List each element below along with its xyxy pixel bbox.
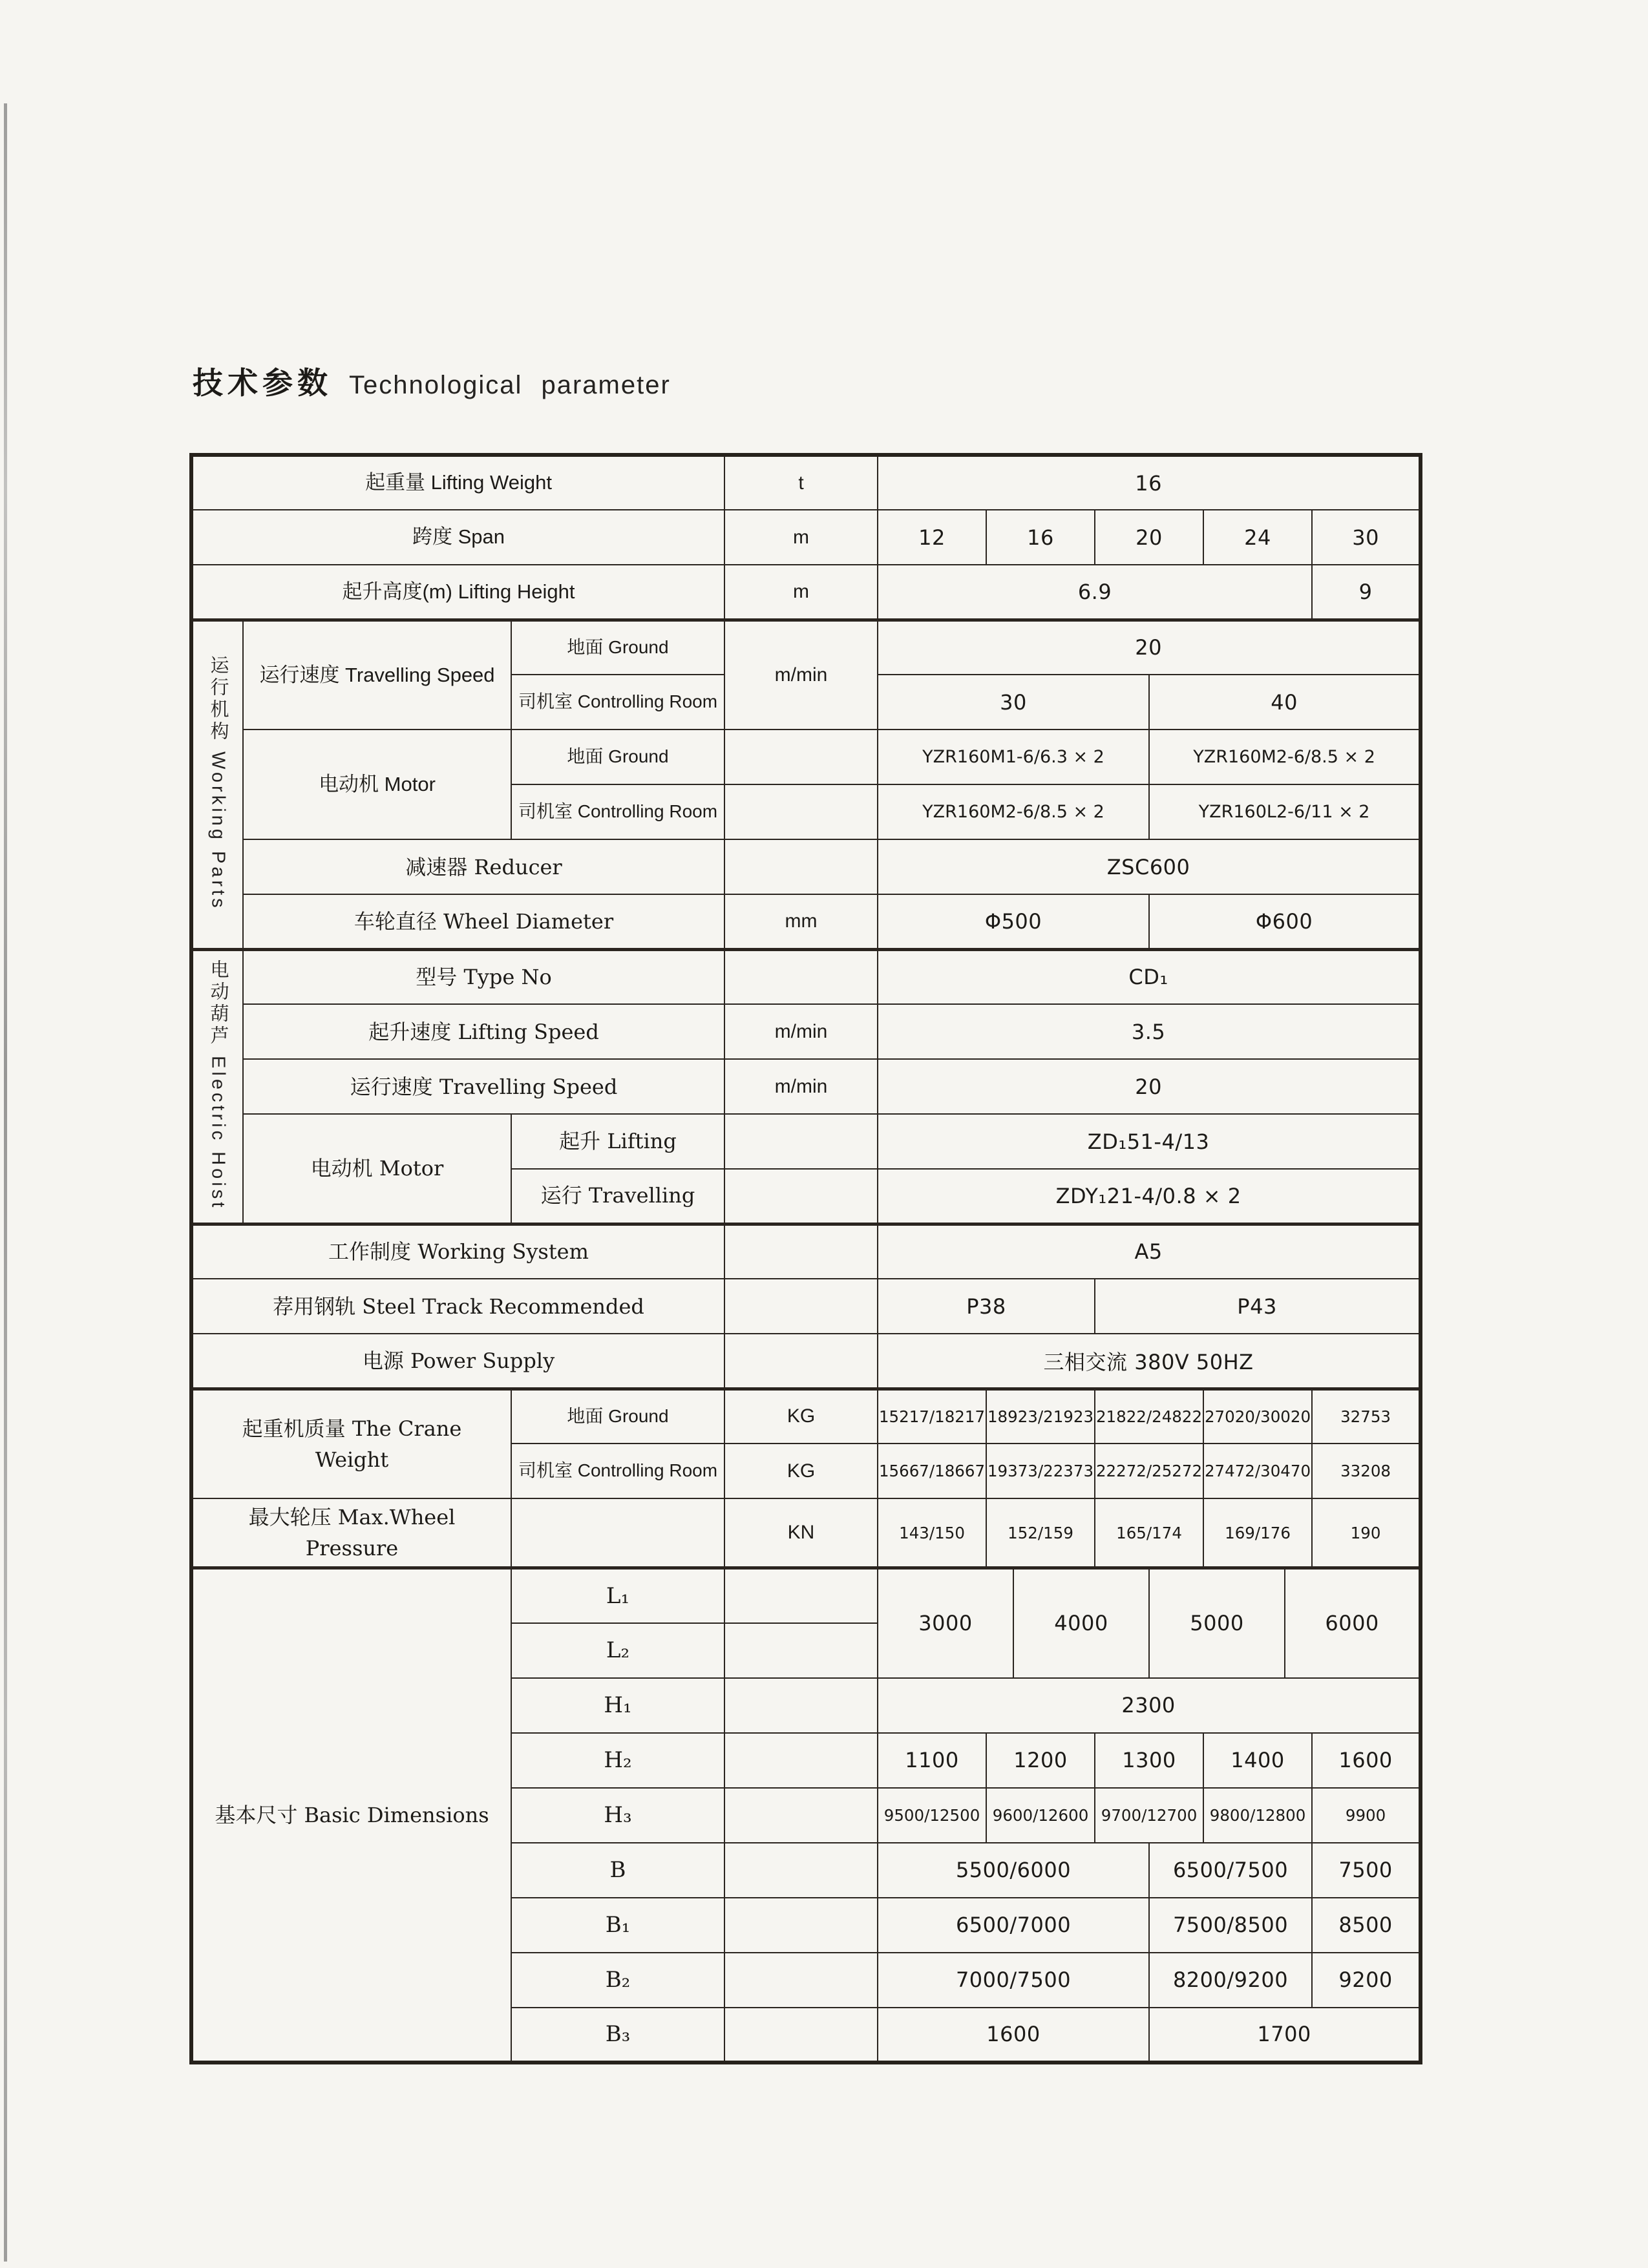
table-row [191,1568,1421,1623]
unit-cell [724,949,878,1004]
unit-cell [724,1224,878,1279]
table-row [191,1389,1421,1444]
section-header-cell-text: 运行机构 Working Parts [207,655,229,911]
value-cell: 6.9 [878,565,1312,620]
table-row [191,510,1421,565]
unit-cell [724,1953,878,2008]
value-cell: CD₁ [878,949,1421,1004]
value-cell: ZDY₁21-4/0.8 × 2 [878,1169,1421,1224]
row-sublabel-cell: B₁ [511,1898,724,1953]
value-cell: 18923/21923 [986,1389,1095,1444]
value-cell: 2300 [878,1678,1421,1733]
row-label-cell: 车轮直径 Wheel Diameter [243,894,724,949]
value-cell: Φ500 [878,894,1149,949]
row-sublabel-cell: L₁ [511,1568,724,1623]
value-cell: ZD₁51-4/13 [878,1114,1421,1169]
row-label-cell: 起升高度(m) Lifting Height [191,565,724,620]
row-sublabel-cell: B₂ [511,1953,724,2008]
value-cell: 27020/30020 [1203,1389,1312,1444]
row-label-cell: 起升速度 Lifting Speed [243,1004,724,1059]
table-row [191,620,1421,675]
table-row [191,1334,1421,1389]
value-cell: A5 [878,1224,1421,1279]
row-label-cell: 减速器 Reducer [243,839,724,894]
value-cell: 1600 [878,2008,1149,2063]
value-cell: 6500/7500 [1149,1843,1312,1898]
row-label-cell: 最大轮压 Max.Wheel Pressure [191,1498,511,1568]
row-sublabel-cell: 地面 Ground [511,1389,724,1444]
table-row [191,730,1421,784]
value-cell: 40 [1149,675,1421,730]
value-cell: YZR160L2-6/11 × 2 [1149,784,1421,839]
table-row [191,894,1421,949]
table-row [191,1059,1421,1114]
unit-cell [724,1898,878,1953]
unit-cell [724,1568,878,1623]
row-label-cell: 电动机 Motor [243,730,511,839]
row-label-cell: 荐用钢轨 Steel Track Recommended [191,1279,724,1334]
table-row [191,565,1421,620]
value-cell: YZR160M2-6/8.5 × 2 [878,784,1149,839]
row-sublabel-cell: 运行 Travelling [511,1169,724,1224]
value-cell: 165/174 [1095,1498,1203,1568]
unit-cell [724,1279,878,1334]
unit-cell: KG [724,1444,878,1498]
value-cell: 5000 [1149,1568,1285,1678]
value-cell: 9 [1312,565,1421,620]
row-label-cell: 起重量 Lifting Weight [191,455,724,510]
value-cell: 1600 [1312,1733,1421,1788]
value-cell: 169/176 [1203,1498,1312,1568]
value-cell: 20 [878,1059,1421,1114]
row-label-cell: 电源 Power Supply [191,1334,724,1389]
row-sublabel-cell: 司机室 Controlling Room [511,1444,724,1498]
value-cell: 1200 [986,1733,1095,1788]
unit-cell [724,1334,878,1389]
value-cell: 3.5 [878,1004,1421,1059]
value-cell: Φ600 [1149,894,1421,949]
value-cell: 143/150 [878,1498,986,1568]
value-cell: 3000 [878,1568,1013,1678]
unit-cell: m/min [724,620,878,730]
row-sublabel-cell: B₃ [511,2008,724,2063]
value-cell: 32753 [1312,1389,1421,1444]
unit-cell [724,730,878,784]
unit-cell [724,1788,878,1843]
value-cell: 16 [878,455,1421,510]
row-label-cell: 跨度 Span [191,510,724,565]
unit-cell: KG [724,1389,878,1444]
value-cell: 12 [878,510,986,565]
unit-cell [724,1114,878,1169]
value-cell: 6000 [1285,1568,1421,1678]
table-row [191,1114,1421,1169]
row-sublabel-cell [511,1498,724,1568]
value-cell: 1300 [1095,1733,1203,1788]
row-sublabel-cell: 地面 Ground [511,730,724,784]
table-row [191,1004,1421,1059]
section-header-cell [191,620,243,949]
value-cell: 190 [1312,1498,1421,1568]
scan-edge-artifact [4,103,7,2262]
value-cell: 9800/12800 [1203,1788,1312,1843]
row-sublabel-cell: B [511,1843,724,1898]
row-label-cell: 起重机质量 The Crane Weight [191,1389,511,1498]
value-cell: 21822/24822 [1095,1389,1203,1444]
value-cell: 1400 [1203,1733,1312,1788]
row-sublabel-cell: 地面 Ground [511,620,724,675]
unit-cell [724,1169,878,1224]
unit-cell: mm [724,894,878,949]
row-label-cell: 电动机 Motor [243,1114,511,1224]
row-sublabel-cell: H₁ [511,1678,724,1733]
value-cell: YZR160M1-6/6.3 × 2 [878,730,1149,784]
value-cell: 16 [986,510,1095,565]
value-cell: 27472/30470 [1203,1444,1312,1498]
unit-cell: m/min [724,1004,878,1059]
value-cell: 15667/18667 [878,1444,986,1498]
value-cell: 7500 [1312,1843,1421,1898]
unit-cell [724,784,878,839]
value-cell: 9900 [1312,1788,1421,1843]
page-title-en: Technological parameter [349,371,671,399]
row-sublabel-cell: 司机室 Controlling Room [511,675,724,730]
value-cell: 30 [1312,510,1421,565]
unit-cell [724,1678,878,1733]
unit-cell: m/min [724,1059,878,1114]
table-row [191,455,1421,510]
value-cell: 20 [878,620,1421,675]
value-cell: 7500/8500 [1149,1898,1312,1953]
value-cell: 22272/25272 [1095,1444,1203,1498]
unit-cell [724,1843,878,1898]
row-sublabel-cell: 司机室 Controlling Room [511,784,724,839]
row-sublabel-cell: L₂ [511,1623,724,1678]
unit-cell: t [724,455,878,510]
value-cell: 19373/22373 [986,1444,1095,1498]
row-label-cell: 运行速度 Travelling Speed [243,620,511,730]
value-cell: 1100 [878,1733,986,1788]
value-cell: 9500/12500 [878,1788,986,1843]
unit-cell [724,2008,878,2063]
section-header-cell [191,949,243,1224]
row-label-cell: 基本尺寸 Basic Dimensions [191,1568,511,2063]
row-label-cell: 运行速度 Travelling Speed [243,1059,724,1114]
value-cell: 33208 [1312,1444,1421,1498]
value-cell: 152/159 [986,1498,1095,1568]
value-cell: 1700 [1149,2008,1421,2063]
value-cell: P43 [1095,1279,1421,1334]
page-title-zh: 技术参数 [193,366,332,400]
unit-cell: m [724,565,878,620]
table-row [191,1224,1421,1279]
page-title [193,359,671,403]
unit-cell [724,839,878,894]
unit-cell [724,1623,878,1678]
value-cell: 20 [1095,510,1203,565]
row-label-cell: 工作制度 Working System [191,1224,724,1279]
table-row [191,1498,1421,1568]
value-cell: 三相交流 380V 50HZ [878,1334,1421,1389]
unit-cell [724,1733,878,1788]
unit-cell: m [724,510,878,565]
table-row [191,949,1421,1004]
spec-table [189,453,1422,2064]
value-cell: 8200/9200 [1149,1953,1312,2008]
value-cell: 24 [1203,510,1312,565]
value-cell: 9600/12600 [986,1788,1095,1843]
value-cell: 7000/7500 [878,1953,1149,2008]
value-cell: 5500/6000 [878,1843,1149,1898]
row-sublabel-cell: 起升 Lifting [511,1114,724,1169]
value-cell: 4000 [1013,1568,1149,1678]
value-cell: 15217/18217 [878,1389,986,1444]
value-cell: ZSC600 [878,839,1421,894]
value-cell: P38 [878,1279,1095,1334]
unit-cell: KN [724,1498,878,1568]
value-cell: 30 [878,675,1149,730]
row-sublabel-cell: H₃ [511,1788,724,1843]
section-header-cell-text: 电动葫芦 Electric Hoist [207,959,229,1211]
table-row [191,1279,1421,1334]
table-row [191,839,1421,894]
value-cell: 6500/7000 [878,1898,1149,1953]
value-cell: 9200 [1312,1953,1421,2008]
value-cell: YZR160M2-6/8.5 × 2 [1149,730,1421,784]
row-sublabel-cell: H₂ [511,1733,724,1788]
row-label-cell: 型号 Type No [243,949,724,1004]
value-cell: 8500 [1312,1898,1421,1953]
value-cell: 9700/12700 [1095,1788,1203,1843]
